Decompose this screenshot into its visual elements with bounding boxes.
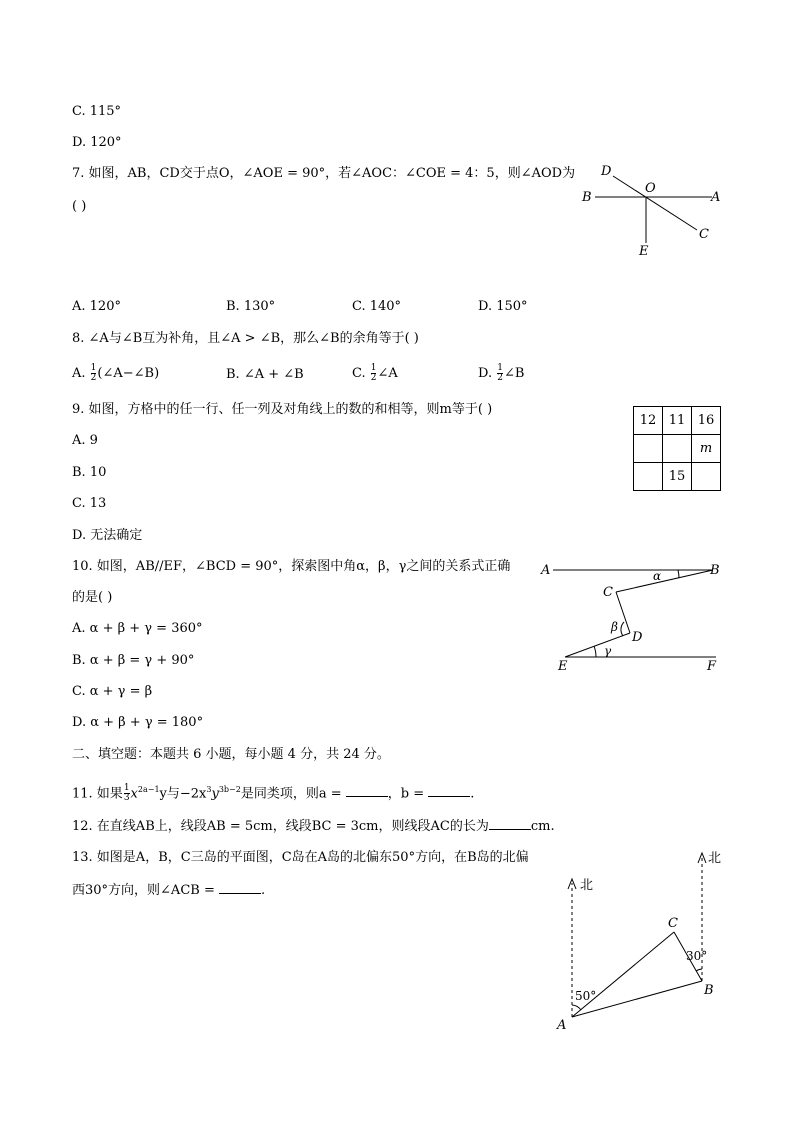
grid-cell: [692, 463, 721, 491]
q7-option-d: D. 150°: [478, 299, 528, 314]
q9-option-b: B. 10: [72, 465, 107, 480]
q10-label-a: A: [541, 563, 551, 578]
q7-figure: [575, 160, 735, 265]
q11-stem: 11. 如果 $\frac{1}{3}$ $x^{2a-1}y$与$-2x^3y^{3b-2}$是同类项，则a = ，b = .: [72, 783, 475, 804]
q10-option-b: B. α + β = γ + 90°: [72, 653, 195, 668]
q8-stem: 8. ∠A与∠B互为补角，且∠A > ∠B，那么∠B的余角等于( ): [72, 331, 419, 346]
grid-cell: [663, 435, 692, 463]
q13-stem-line1: 13. 如图是A，B，C三岛的平面图，C岛在A岛的北偏东50°方向，在B岛的北偏: [72, 850, 529, 865]
grid-cell: 12: [634, 407, 663, 435]
grid-cell: [634, 435, 663, 463]
q7-option-a: A. 120°: [72, 299, 121, 314]
q8-frac-d: $\frac{1}{2}$: [497, 363, 503, 383]
q13-label-c: C: [668, 916, 678, 931]
q8-frac-c: $\frac{1}{2}$: [370, 363, 377, 383]
q10-label-d: D: [632, 630, 643, 645]
q13-label-a: A: [557, 1018, 567, 1033]
q10-label-f: F: [707, 659, 717, 674]
q10-label-gamma: γ: [604, 644, 612, 658]
q13-north-label-b: 北: [708, 851, 722, 866]
grid-cell: 11: [663, 407, 692, 435]
q8-frac-a: $\frac{1}{2}$: [90, 363, 97, 383]
q7-label-e: E: [639, 244, 649, 259]
q8-option-c: C. $\frac{1}{2}$ ∠A: [352, 363, 398, 383]
q8-option-b: B. ∠A + ∠B: [226, 367, 304, 382]
section-2-heading: 二、填空题：本题共 6 小题，每小题 4 分，共 24 分。: [72, 747, 390, 762]
q8-option-a: A. $\frac{1}{2}$ (∠A−∠B): [72, 363, 160, 383]
q6-option-d: D. 120°: [72, 135, 122, 150]
q13-stem-line2: 西30°方向，则∠ACB = .: [72, 883, 266, 898]
q7-label-b: B: [582, 190, 592, 205]
q10-stem-line1: 10. 如图，AB//EF，∠BCD = 90°，探索图中角α，β，γ之间的关系式正确: [72, 559, 511, 574]
q10-label-e: E: [558, 659, 568, 674]
q10-label-c: C: [603, 585, 613, 600]
q10-option-d: D. α + β + γ = 180°: [72, 715, 204, 730]
q9-stem: 9. 如图，方格中的任一行、任一列及对角线上的数的和相等，则m等于( ): [72, 402, 493, 417]
q13-angle-30: 30°: [686, 949, 708, 963]
q7-stem: 7. 如图，AB，CD交于点O，∠AOE = 90°，若∠AOC：∠COE = 4：5，则∠AOD为: [72, 166, 576, 181]
q7-label-d: D: [601, 164, 612, 179]
q9-magic-square: [633, 406, 721, 491]
q10-stem-line2: 的是( ): [72, 590, 113, 605]
q9-option-c: C. 13: [72, 496, 107, 511]
q13-north-label-a: 北: [580, 878, 594, 893]
q13-blank[interactable]: [219, 881, 261, 894]
q10-label-b: B: [710, 563, 720, 578]
q10-figure: [538, 558, 728, 678]
q10-label-alpha: α: [653, 569, 662, 583]
q13-label-b: B: [704, 983, 714, 998]
q10-option-a: A. α + β + γ = 360°: [72, 621, 203, 636]
grid-cell: 16: [692, 407, 721, 435]
q11-blank-b[interactable]: [428, 784, 470, 797]
q13-figure: [550, 845, 730, 1040]
q12-blank[interactable]: [489, 817, 531, 830]
q8-option-d: D. $\frac{1}{2}$ ∠B: [478, 363, 525, 383]
q10-option-c: C. α + γ = β: [72, 684, 153, 699]
q11-blank-a[interactable]: [346, 784, 388, 797]
grid-cell: [634, 463, 663, 491]
q11-frac: $\frac{1}{3}$: [123, 783, 130, 804]
q13-angle-50: 50°: [575, 989, 597, 1003]
q10-label-beta: β: [611, 620, 618, 634]
grid-cell: 15: [663, 463, 692, 491]
q9-option-d: D. 无法确定: [72, 528, 143, 543]
q7-option-b: B. 130°: [226, 299, 276, 314]
q7-label-c: C: [699, 227, 709, 242]
q6-option-c: C. 115°: [72, 104, 122, 119]
q7-option-c: C. 140°: [352, 299, 402, 314]
grid-cell: m: [692, 435, 721, 463]
q7-label-o: O: [645, 181, 656, 196]
q12-stem: 12. 在直线AB上，线段AB = 5cm，线段BC = 3cm，则线段AC的长为 cm.: [72, 819, 555, 834]
q7-label-a: A: [711, 190, 721, 205]
q9-option-a: A. 9: [72, 433, 98, 448]
q7-paren: ( ): [72, 199, 87, 214]
